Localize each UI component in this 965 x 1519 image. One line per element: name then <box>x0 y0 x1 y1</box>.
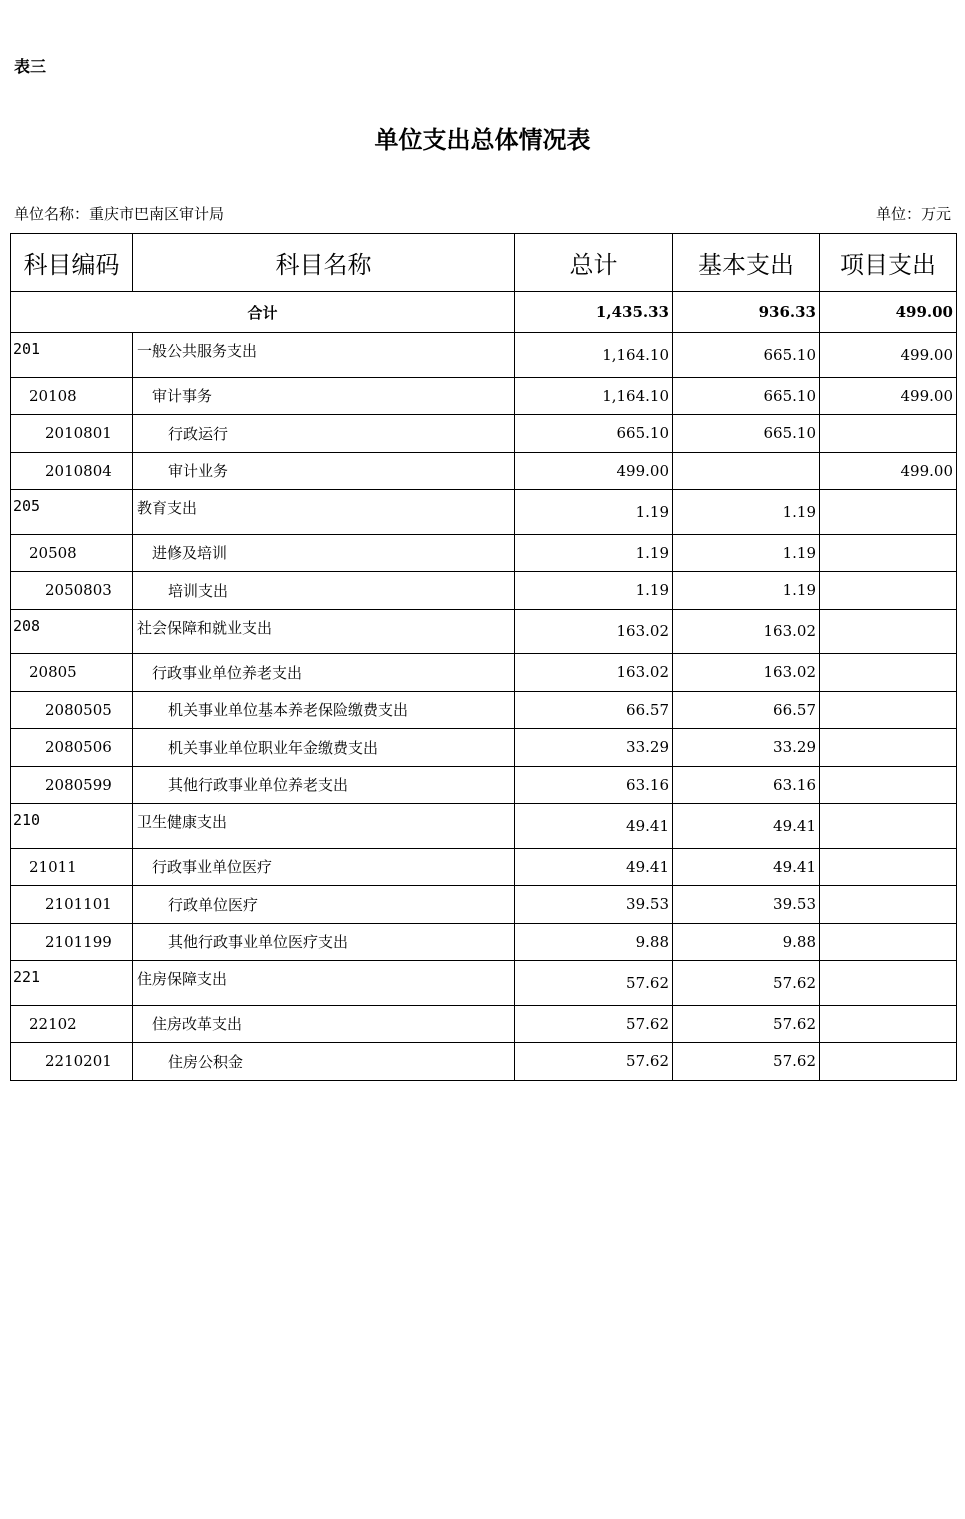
row-name: 行政运行 <box>133 415 515 453</box>
row-name: 培训支出 <box>133 572 515 610</box>
column-header-project: 项目支出 <box>820 234 957 292</box>
row-project: 499.00 <box>820 377 957 415</box>
table-row <box>11 961 957 1006</box>
row-name: 住房改革支出 <box>133 1005 515 1043</box>
row-total: 49.41 <box>515 804 673 849</box>
table-row <box>11 848 957 886</box>
row-total: 665.10 <box>515 415 673 453</box>
row-code: 21011 <box>11 848 133 886</box>
column-header-code: 科目编码 <box>11 234 133 292</box>
row-basic: 57.62 <box>673 1043 820 1081</box>
unit-name: 单位名称：重庆市巴南区审计局 <box>14 205 225 223</box>
row-project <box>820 572 957 610</box>
table-row <box>11 415 957 453</box>
row-project <box>820 1043 957 1081</box>
row-total: 33.29 <box>515 729 673 767</box>
row-basic: 9.88 <box>673 923 820 961</box>
row-project <box>820 729 957 767</box>
row-code: 2210201 <box>11 1043 133 1081</box>
row-project: 499.00 <box>820 333 957 378</box>
row-code: 210 <box>11 804 133 849</box>
row-basic: 1.19 <box>673 534 820 572</box>
row-code: 2080505 <box>11 691 133 729</box>
row-project <box>820 609 957 654</box>
row-total: 1,164.10 <box>515 333 673 378</box>
row-name: 其他行政事业单位养老支出 <box>133 766 515 804</box>
row-total: 499.00 <box>515 452 673 490</box>
table-row <box>11 333 957 378</box>
table-label: 表三 <box>14 57 47 76</box>
row-basic <box>673 452 820 490</box>
row-total: 163.02 <box>515 609 673 654</box>
table-row <box>11 572 957 610</box>
total-row <box>11 292 957 333</box>
row-total: 57.62 <box>515 1043 673 1081</box>
row-basic: 63.16 <box>673 766 820 804</box>
table-row <box>11 490 957 535</box>
total-basic: 936.33 <box>673 292 820 333</box>
row-code: 22102 <box>11 1005 133 1043</box>
row-code: 221 <box>11 961 133 1006</box>
row-code: 201 <box>11 333 133 378</box>
row-basic: 57.62 <box>673 961 820 1006</box>
total-project: 499.00 <box>820 292 957 333</box>
table-row <box>11 729 957 767</box>
row-basic: 163.02 <box>673 654 820 692</box>
row-total: 1.19 <box>515 490 673 535</box>
page-title: 单位支出总体情况表 <box>374 125 591 154</box>
row-name: 住房保障支出 <box>133 961 515 1006</box>
row-basic: 33.29 <box>673 729 820 767</box>
row-name: 一般公共服务支出 <box>133 333 515 378</box>
table-row <box>11 1043 957 1081</box>
column-header-name: 科目名称 <box>133 234 515 292</box>
row-name: 行政单位医疗 <box>133 886 515 924</box>
row-basic: 49.41 <box>673 804 820 849</box>
table-row <box>11 534 957 572</box>
row-code: 2010801 <box>11 415 133 453</box>
table-row <box>11 923 957 961</box>
row-name: 审计事务 <box>133 377 515 415</box>
row-name: 住房公积金 <box>133 1043 515 1081</box>
table-row <box>11 766 957 804</box>
row-basic: 665.10 <box>673 377 820 415</box>
row-project <box>820 766 957 804</box>
row-code: 2080599 <box>11 766 133 804</box>
row-code: 2080506 <box>11 729 133 767</box>
expenditure-table <box>10 233 957 1081</box>
row-name: 审计业务 <box>133 452 515 490</box>
table-row <box>11 609 957 654</box>
table-row <box>11 886 957 924</box>
row-project <box>820 1005 957 1043</box>
row-basic: 66.57 <box>673 691 820 729</box>
row-project <box>820 654 957 692</box>
row-name: 进修及培训 <box>133 534 515 572</box>
row-code: 2101101 <box>11 886 133 924</box>
row-project: 499.00 <box>820 452 957 490</box>
table-row <box>11 377 957 415</box>
row-name: 社会保障和就业支出 <box>133 609 515 654</box>
table-row <box>11 691 957 729</box>
row-code: 20805 <box>11 654 133 692</box>
header-row <box>11 234 957 292</box>
row-total: 1,164.10 <box>515 377 673 415</box>
row-project <box>820 415 957 453</box>
unit-measure: 单位：万元 <box>875 205 951 223</box>
row-basic: 163.02 <box>673 609 820 654</box>
table-row <box>11 654 957 692</box>
row-total: 66.57 <box>515 691 673 729</box>
row-code: 205 <box>11 490 133 535</box>
row-name: 教育支出 <box>133 490 515 535</box>
row-project <box>820 923 957 961</box>
row-code: 2101199 <box>11 923 133 961</box>
row-total: 9.88 <box>515 923 673 961</box>
column-header-total: 总计 <box>515 234 673 292</box>
total-total: 1,435.33 <box>515 292 673 333</box>
row-total: 1.19 <box>515 534 673 572</box>
row-basic: 665.10 <box>673 415 820 453</box>
row-total: 39.53 <box>515 886 673 924</box>
row-total: 163.02 <box>515 654 673 692</box>
row-total: 63.16 <box>515 766 673 804</box>
table-row <box>11 452 957 490</box>
table-row <box>11 1005 957 1043</box>
row-total: 57.62 <box>515 1005 673 1043</box>
row-code: 20108 <box>11 377 133 415</box>
row-basic: 39.53 <box>673 886 820 924</box>
row-project <box>820 490 957 535</box>
row-name: 行政事业单位养老支出 <box>133 654 515 692</box>
row-name: 行政事业单位医疗 <box>133 848 515 886</box>
row-project <box>820 691 957 729</box>
column-header-basic: 基本支出 <box>673 234 820 292</box>
row-name: 其他行政事业单位医疗支出 <box>133 923 515 961</box>
row-name: 机关事业单位基本养老保险缴费支出 <box>133 691 515 729</box>
row-code: 208 <box>11 609 133 654</box>
row-project <box>820 804 957 849</box>
row-code: 20508 <box>11 534 133 572</box>
row-basic: 665.10 <box>673 333 820 378</box>
row-code: 2050803 <box>11 572 133 610</box>
row-code: 2010804 <box>11 452 133 490</box>
row-basic: 1.19 <box>673 490 820 535</box>
row-basic: 49.41 <box>673 848 820 886</box>
row-project <box>820 848 957 886</box>
row-basic: 1.19 <box>673 572 820 610</box>
total-label: 合计 <box>11 292 515 333</box>
row-total: 1.19 <box>515 572 673 610</box>
table-row <box>11 804 957 849</box>
row-total: 57.62 <box>515 961 673 1006</box>
row-name: 机关事业单位职业年金缴费支出 <box>133 729 515 767</box>
row-project <box>820 961 957 1006</box>
row-name: 卫生健康支出 <box>133 804 515 849</box>
row-basic: 57.62 <box>673 1005 820 1043</box>
row-project <box>820 886 957 924</box>
row-total: 49.41 <box>515 848 673 886</box>
row-project <box>820 534 957 572</box>
